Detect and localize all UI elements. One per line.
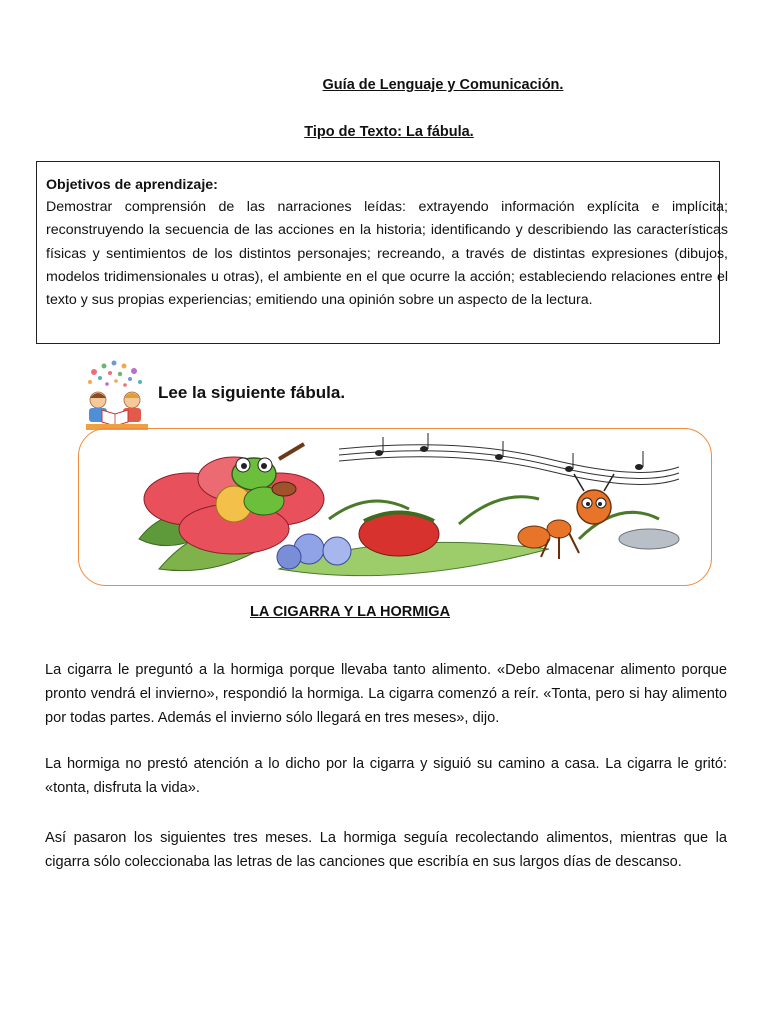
document-title: Guía de Lenguaje y Comunicación.: [322, 77, 564, 93]
document-subtitle: Tipo de Texto: La fábula.: [304, 124, 474, 140]
children-reading-icon: [80, 360, 154, 432]
story-paragraph-2: La hormiga no prestó atención a lo dicho por la cigarra y siguió su camino a casa. La cigarra le gritó: «tonta, disfruta la vida».: [45, 756, 727, 796]
objectives-heading: Objetivos de aprendizaje:: [46, 177, 218, 193]
story-paragraph-3: Así pasaron los siguientes tres meses. La hormiga seguía recolectando alimentos, mientras que la cigarra sólo coleccionaba las letras de las canciones que escribía en sus largos días de descanso.: [45, 830, 727, 870]
fable-illustration-frame: [78, 428, 712, 586]
story-title: LA CIGARRA Y LA HORMIGA: [250, 604, 451, 620]
reading-instruction: Lee la siguiente fábula.: [158, 383, 346, 402]
story-paragraph-1: La cigarra le preguntó a la hormiga porque llevaba tanto alimento. «Debo almacenar alimento porque pronto vendrá el invierno», respondió la hormiga. La cigarra comenzó a reír. «Tonta, pero si hay alimento por todas partes. Además el invierno sólo llegará en tres meses», dijo.: [45, 662, 727, 726]
objectives-text: Demostrar comprensión de las narraciones leídas: extrayendo información explícita e implícita; reconstruyendo la secuencia de las acciones en la historia; identificando y describiendo las características físicas y sentimientos de los distintos personajes; recreando, a través de distintas expresiones (dibujos, modelos tridimensionales u otras), el ambiente en el que ocurre la acción; estableciendo relaciones entre el texto y sus propias experiencias; emitiendo una opinión sobre un aspecto de la lectura.: [46, 199, 728, 309]
objectives-box: [36, 161, 728, 344]
cicada-ant-illustration: [79, 429, 712, 586]
ant-character: [518, 474, 614, 559]
